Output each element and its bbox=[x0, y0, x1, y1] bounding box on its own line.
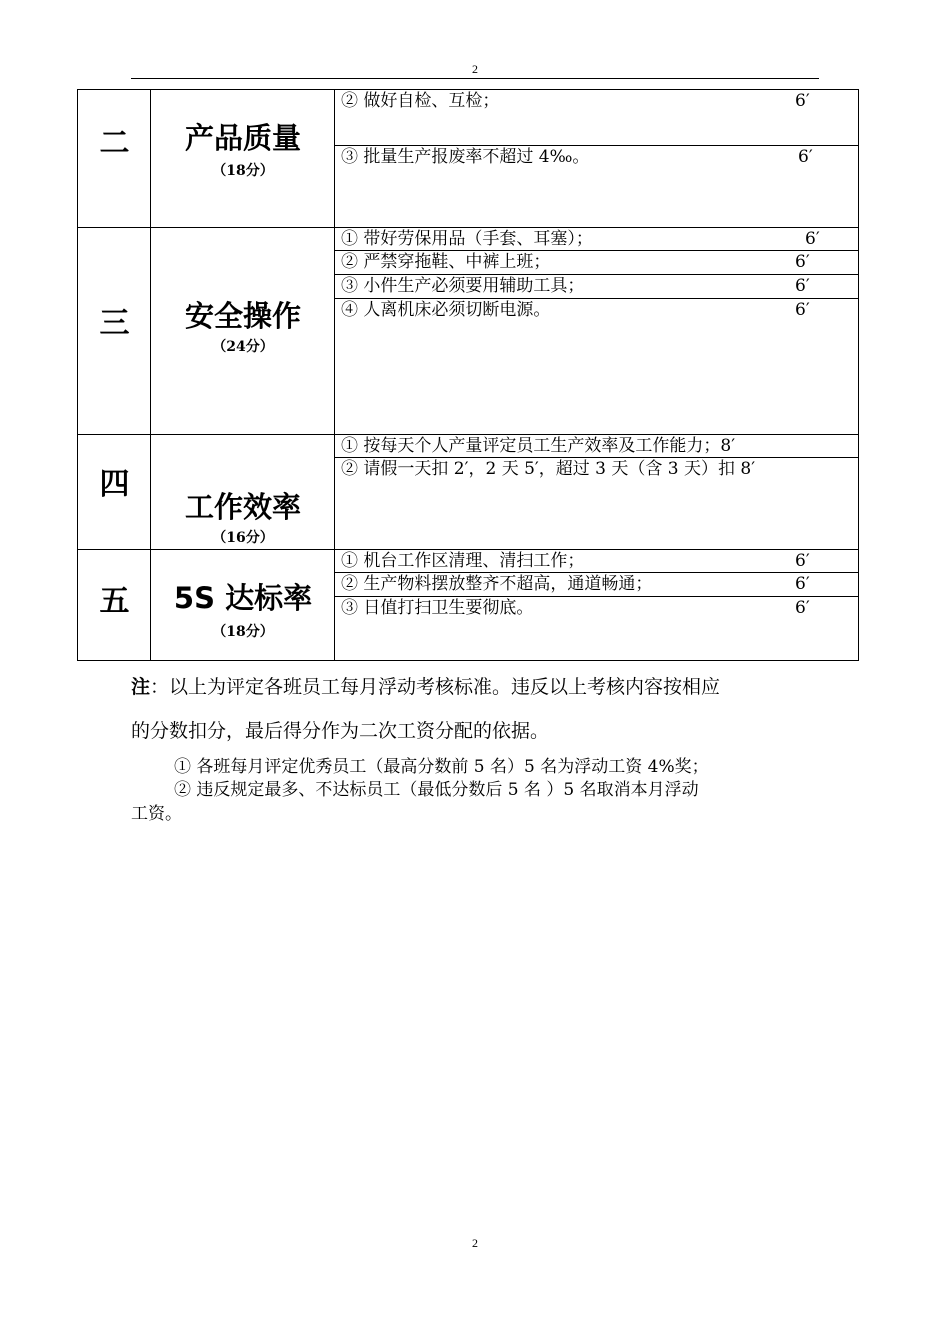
criterion-score: 6′ bbox=[795, 252, 810, 272]
section-name: 5S 达标率 bbox=[173, 581, 313, 615]
criterion-text: ③ 日值打扫卫生要彻底。 bbox=[341, 598, 534, 618]
criterion-row bbox=[335, 435, 858, 458]
section-quality bbox=[78, 90, 858, 227]
criterion-score: 6′ bbox=[795, 598, 810, 618]
rule-2: ② 违反规定最多、不达标员工（最低分数后 5 名 ）5 名取消本月浮动 bbox=[174, 780, 699, 800]
section-number: 三 bbox=[99, 306, 130, 341]
criterion-row bbox=[335, 275, 858, 299]
criterion-row bbox=[335, 228, 858, 251]
criterion-score: 6′ bbox=[795, 300, 810, 320]
section-number: 四 bbox=[99, 467, 130, 502]
criterion-text: ② 生产物料摆放整齐不超高，通道畅通； bbox=[341, 574, 653, 594]
section-points: （16分） bbox=[212, 530, 274, 546]
assessment-table bbox=[77, 89, 859, 661]
criterion-text: ④ 人离机床必须切断电源。 bbox=[341, 300, 551, 320]
criterion-row bbox=[335, 597, 858, 660]
criterion-text: ② 严禁穿拖鞋、中裤上班； bbox=[341, 252, 551, 272]
header-page-number: 2 bbox=[472, 62, 478, 76]
note-text: ：以上为评定各班员工每月浮动考核标准。违反以上考核内容按相应 bbox=[150, 676, 721, 698]
criterion-text: ② 请假一天扣 2′，2 天 5′，超过 3 天（含 3 天）扣 8′ bbox=[341, 459, 756, 479]
criterion-row bbox=[335, 550, 858, 573]
section-number: 五 bbox=[99, 584, 130, 619]
criterion-score: 6′ bbox=[795, 574, 810, 594]
section-name: 安全操作 bbox=[184, 299, 301, 333]
criterion-row bbox=[335, 299, 858, 433]
criterion-score: 6′ bbox=[795, 551, 810, 571]
section-efficiency bbox=[78, 434, 858, 549]
criterion-text: ③ 批量生产报废率不超过 4‰。 bbox=[341, 147, 590, 167]
footer-page-number: 2 bbox=[472, 1236, 478, 1250]
section-points: （18分） bbox=[212, 163, 274, 179]
criterion-row bbox=[335, 458, 858, 548]
section-name: 产品质量 bbox=[184, 121, 301, 155]
note-line-1 bbox=[131, 672, 831, 699]
criterion-text: ① 带好劳保用品（手套、耳塞）； bbox=[341, 229, 593, 249]
criterion-text: ③ 小件生产必须要用辅助工具； bbox=[341, 276, 585, 296]
criterion-text: ② 做好自检、互检； bbox=[341, 91, 500, 111]
criterion-row bbox=[335, 90, 858, 146]
section-points: （24分） bbox=[212, 339, 274, 355]
note-line-2: 的分数扣分，最后得分作为二次工资分配的依据。 bbox=[131, 720, 550, 742]
criterion-text: ① 机台工作区清理、清扫工作； bbox=[341, 551, 585, 571]
section-name: 工作效率 bbox=[184, 490, 301, 524]
criterion-text: ① 按每天个人产量评定员工生产效率及工作能力；8′ bbox=[341, 436, 736, 456]
section-points: （18分） bbox=[212, 624, 274, 640]
section-number: 二 bbox=[99, 126, 130, 161]
section-safety bbox=[78, 227, 858, 434]
rule-2-continued: 工资。 bbox=[131, 804, 182, 824]
criterion-row bbox=[335, 146, 858, 226]
criterion-score: 6′ bbox=[795, 91, 810, 111]
rule-1: ① 各班每月评定优秀员工（最高分数前 5 名）5 名为浮动工资 4%奖； bbox=[174, 757, 709, 777]
criterion-score: 6′ bbox=[795, 276, 810, 296]
criterion-row bbox=[335, 573, 858, 597]
criterion-row bbox=[335, 251, 858, 275]
section-5s bbox=[78, 549, 858, 661]
criterion-score: 6′ bbox=[805, 229, 820, 249]
header-rule bbox=[131, 78, 819, 79]
note-label: 注 bbox=[131, 676, 151, 698]
criterion-score: 6′ bbox=[798, 147, 813, 167]
